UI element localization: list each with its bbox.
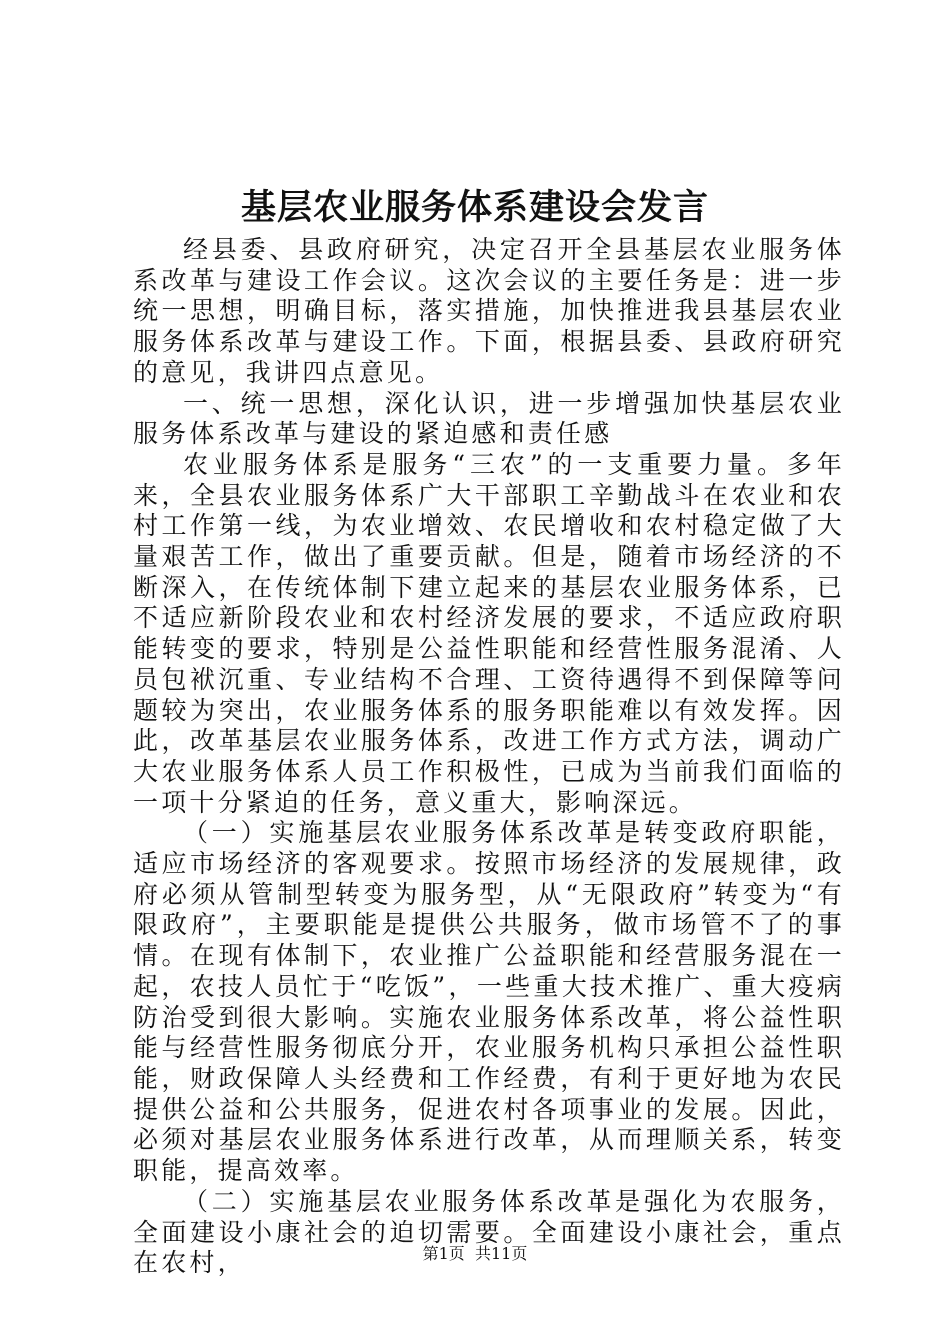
document-title: 基层农业服务体系建设会发言 [240,187,709,228]
paragraph-service-system: 农业服务体系是服务“三农”的一支重要力量。多年来，全县农业服务体系广大干部职工辛勤战斗在农业和农村工作第一线，为农业增效、农民增收和农村稳定做了大量艰苦工作，做出了重要贡献。但是，随着市场经济的不断深入，在传统体制下建立起来的基层农业服务体系，已不适应新阶段农业和农村经济发展的要求，不适应政府职能转变的要求，特别是公益性职能和经营性服务混淆、人员包袱沉重、专业结构不合理、工资待遇得不到保障等问题较为突出，农业服务体系的服务职能难以有效发挥。因此，改革基层农业服务体系，改进工作方式方法，调动广大农业服务体系人员工作积极性，已成为当前我们面临的一项十分紧迫的任务，意义重大，影响深远。 [133,449,845,817]
page-total: 共11页 [474,1244,528,1263]
document-body [133,235,845,1279]
paragraph-section-heading-1: 一、统一思想，深化认识，进一步增强加快基层农业服务体系改革与建设的紧迫感和责任感 [133,388,845,449]
paragraph-intro: 经县委、县政府研究，决定召开全县基层农业服务体系改革与建设工作会议。这次会议的主要任务是：进一步统一思想，明确目标，落实措施，加快推进我县基层农业服务体系改革与建设工作。下面，根据县委、县政府研究的意见，我讲四点意见。 [133,235,845,387]
page-footer [0,1243,950,1265]
paragraph-point-1: （一）实施基层农业服务体系改革是转变政府职能，适应市场经济的客观要求。按照市场经济的发展规律，政府必须从管制型转变为服务型，从“无限政府”转变为“有限政府”，主要职能是提供公共服务，做市场管不了的事情。在现有体制下，农业推广公益职能和经营服务混在一起，农技人员忙于“吃饭”，一些重大技术推广、重大疫病防治受到很大影响。实施农业服务体系改革，将公益性职能与经营性服务彻底分开，农业服务机构只承担公益性职能，财政保障人头经费和工作经费，有利于更好地为农民提供公益和公共服务，促进农村各项事业的发展。因此，必须对基层农业服务体系进行改革，从而理顺关系，转变职能，提高效率。 [133,818,845,1186]
page-number: 第1页 [422,1244,465,1263]
paragraph-point-2: （二）实施基层农业服务体系改革是强化为农服务，全面建设小康社会的迫切需要。全面建设小康社会，重点在农村， [133,1186,845,1278]
